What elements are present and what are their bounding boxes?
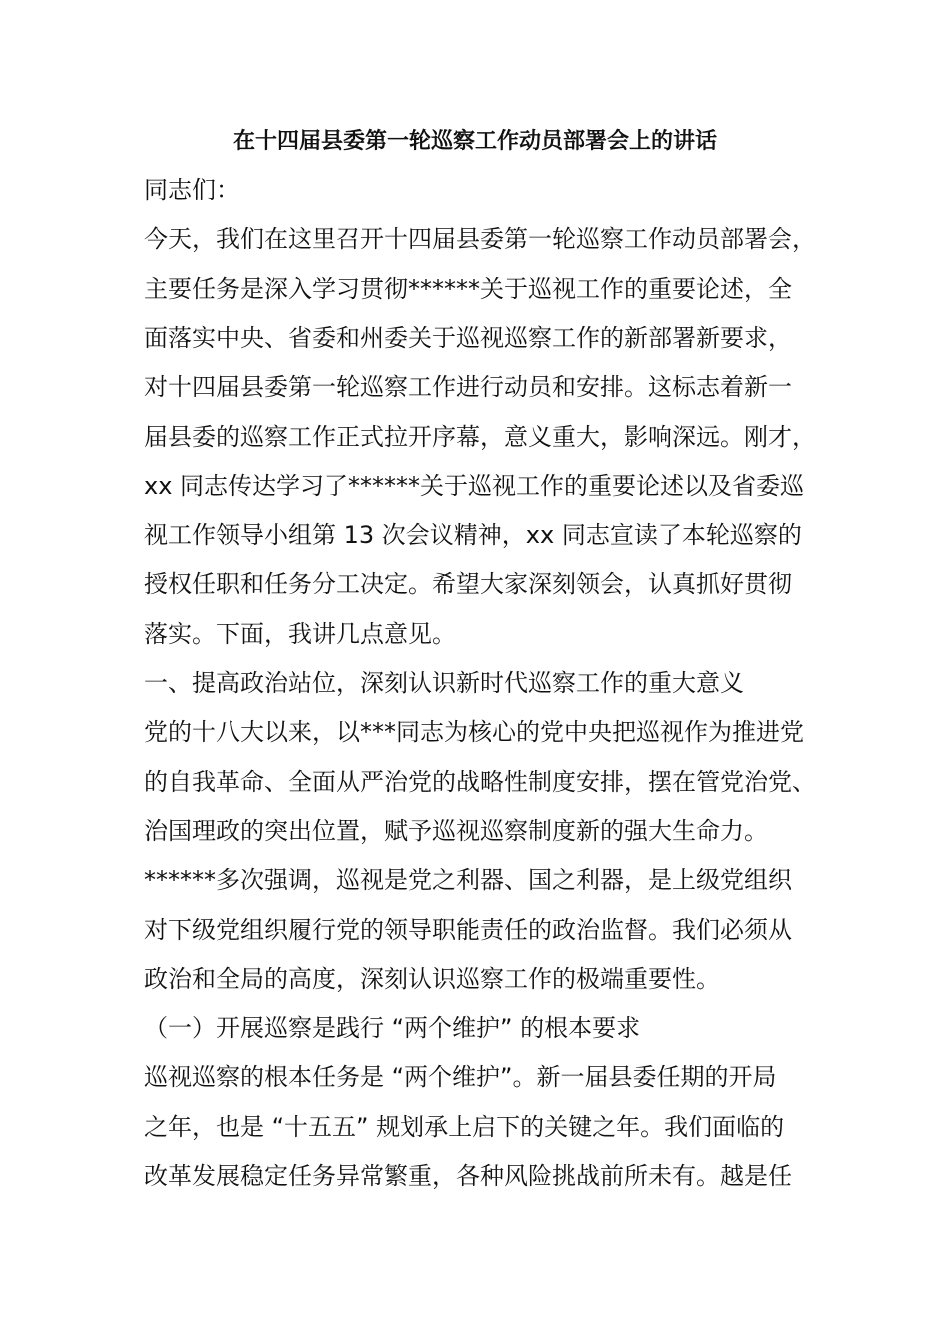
paragraph-line: 授权任职和任务分工决定。希望大家深刻领会，认真抓好贯彻 <box>144 570 792 599</box>
paragraph-line: 党的十八大以来，以***同志为核心的党中央把巡视作为推进党 <box>144 718 804 747</box>
paragraph-line: 之年，也是 “十五五” 规划承上启下的关键之年。我们面临的 <box>144 1112 785 1141</box>
paragraph-line: 巡视巡察的根本任务是 “两个维护”。新一届县委任期的开局 <box>144 1063 777 1092</box>
paragraph-line: 治国理政的突出位置，赋予巡视巡察制度新的强大生命力。 <box>144 816 768 845</box>
paragraph-line: （一）开展巡察是践行 “两个维护” 的根本要求 <box>144 1014 641 1043</box>
paragraph-line: 面落实中央、省委和州委关于巡视巡察工作的新部署新要求， <box>144 323 792 352</box>
document-title: 在十四届县委第一轮巡察工作动员部署会上的讲话 <box>232 129 717 154</box>
paragraph-line: 政治和全局的高度，深刻认识巡察工作的极端重要性。 <box>144 964 720 993</box>
paragraph-line: 视工作领导小组第 13 次会议精神，xx 同志宣读了本轮巡察的 <box>144 521 802 550</box>
paragraph-line: ******多次强调，巡视是党之利器、国之利器，是上级党组织 <box>144 866 792 895</box>
paragraph-line: 的自我革命、全面从严治党的战略性制度安排，摆在管党治党、 <box>144 767 816 796</box>
paragraph-line: 同志们： <box>144 176 240 204</box>
paragraph-line: 对下级党组织履行党的领导职能责任的政治监督。我们必须从 <box>144 915 792 944</box>
paragraph-line: 主要任务是深入学习贯彻******关于巡视工作的重要论述，全 <box>144 274 792 303</box>
paragraph-line: 落实。下面，我讲几点意见。 <box>144 619 456 648</box>
paragraph-line: 一、提高政治站位，深刻认识新时代巡察工作的重大意义 <box>144 669 744 697</box>
paragraph-line: xx 同志传达学习了******关于巡视工作的重要论述以及省委巡 <box>144 471 805 500</box>
paragraph-line: 届县委的巡察工作正式拉开序幕，意义重大，影响深远。刚才， <box>144 422 816 451</box>
paragraph-line: 改革发展稳定任务异常繁重，各种风险挑战前所未有。越是任 <box>144 1162 792 1190</box>
paragraph-line: 今天，我们在这里召开十四届县委第一轮巡察工作动员部署会， <box>144 225 816 254</box>
paragraph-line: 对十四届县委第一轮巡察工作进行动员和安排。这标志着新一 <box>144 373 792 402</box>
